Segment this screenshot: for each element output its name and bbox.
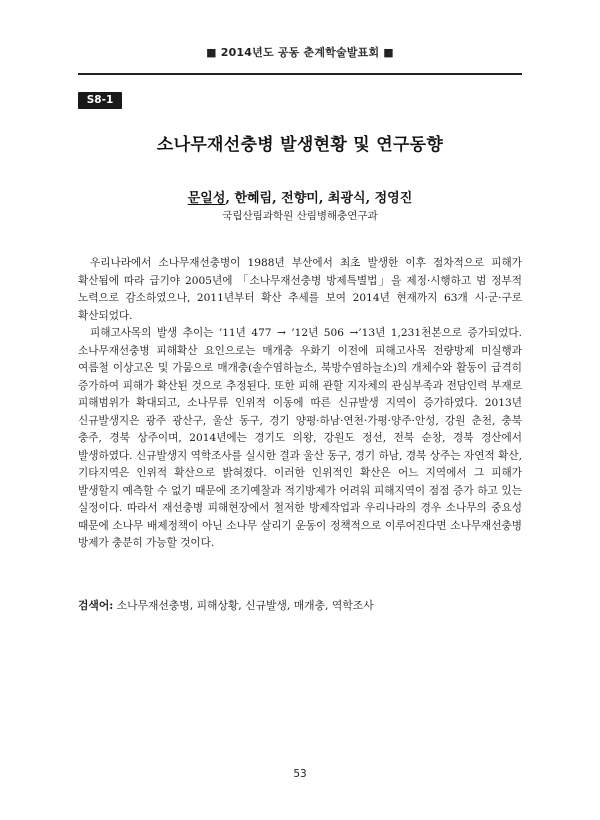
abstract-paragraph-2: 피해고사목의 발생 추이는 ’11년 477 → ’12년 506 →’13년 1,231천본으로 증가되었다. 소나무재선충병 피해확산 요인으로는 매개충 우화기 이전에 피해고사목 전량방제 미실행과 여름철 이상고온 및 가뭄으로 매개충(솔수염하늘소, 북방수염하늘소)의 개체수와 활동이 급격히 증가하여 피해가 확산된 것으로 추정된다. 또한 피해 관할 지자체의 관심부족과 전담인력 부재로 피해범위가 확대되고, 소나무류 인위적 이동에 따른 신규발생 지역이 증가하였다. 2013년 신규발생지은 광주 광산구, 울산 동구, 경기 양평·하남·연천·가평·양주·안성, 강원 춘천, 충북 충주, 경북 상주이며, 2014년에는 경기도 의왕, 강원도 정선, 전북 순창, 경북 경산에서 발생하였다. 신규발생지 역학조사를 실시한 결과 울산 동구, 경기 하남, 경북 상주는 자연적 확산, 기타지역은 인위적 확산으로 밝혀졌다. 이러한 인위적인 확산은 어느 지역에서 그 피해가 발생할지 예측할 수 없기 때문에 조기예찰과 적기방제가 어려워 피해지역이 점점 증가 하고 있는 실정이다. 따라서 재선충병 피해현장에서 철저한 방제작업과 우리나라의 경우 소나무의 중요성 때문에 소나무 배제정책이 아닌 소나무 살리기 운동이 정책적으로 이루어진다면 소나무재선충병 방제가 충분히 가능할 것이다. bbox=[78, 327, 522, 549]
keywords-text: 소나무재선충병, 피해상황, 신규발생, 매개충, 역학조사 bbox=[113, 599, 374, 612]
presenting-author: 문일성 bbox=[187, 191, 226, 206]
abstract-paragraph-1: 우리나라에서 소나무재선충병이 1988년 부산에서 최초 발생한 이후 점차적으로 피해가 확산됨에 따라 급기야 2005년에 「소나무재선충병 방제특별법」을 제정·시행하고 범 정부적 노력으로 감소하였으나, 2011년부터 확산 추세를 보여 2014년 현재까지 63개 시·군·구로 확산되었다. bbox=[78, 257, 522, 322]
keywords-label: 검색어: bbox=[78, 599, 114, 612]
affiliation: 국립산림과학원 산림병해충연구과 bbox=[222, 210, 378, 222]
running-header: ■ 2014년도 공동 춘계학술발표회 ■ bbox=[206, 46, 394, 59]
header-rule bbox=[78, 73, 522, 75]
abstract bbox=[78, 255, 522, 553]
author-list bbox=[0, 187, 600, 206]
paper-title: 소나무재선충병 발생현황 및 연구동향 bbox=[156, 135, 444, 155]
page-number: 53 bbox=[293, 768, 307, 780]
session-code-badge: S8-1 bbox=[78, 92, 122, 109]
keywords bbox=[78, 597, 522, 614]
co-authors: , 한혜림, 전향미, 최광식, 정영진 bbox=[225, 191, 413, 206]
